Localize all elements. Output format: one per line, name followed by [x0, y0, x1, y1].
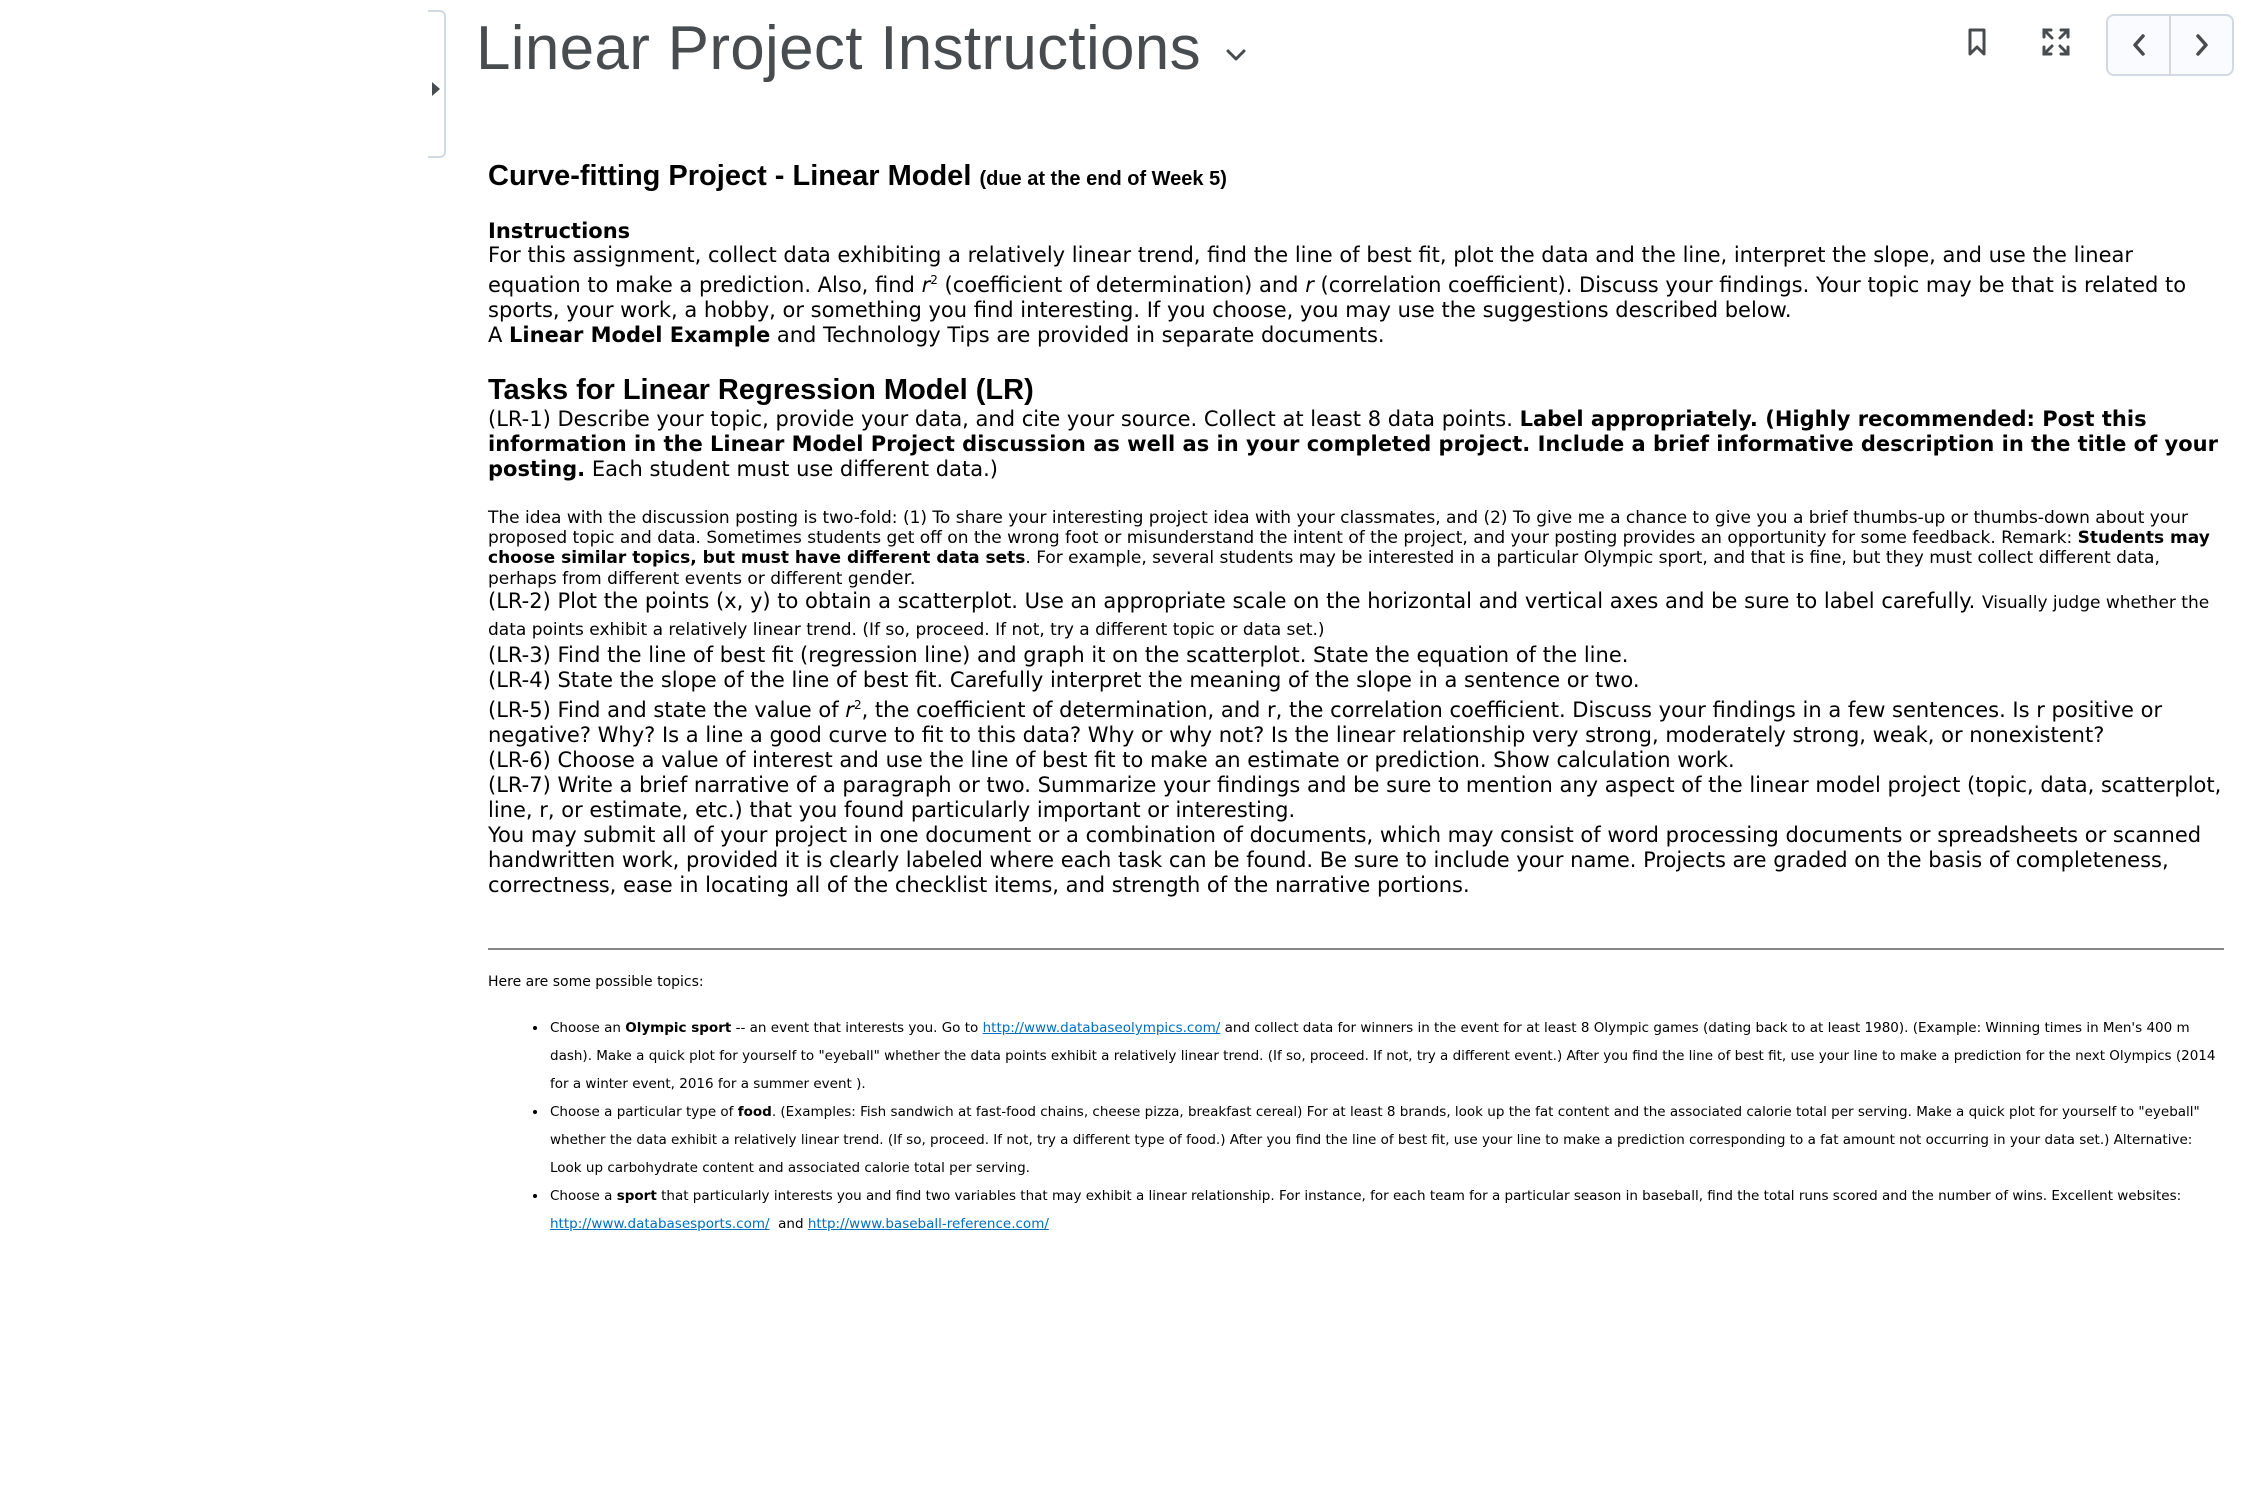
- page-title-bar: [476, 8, 1249, 88]
- lr5-text-a: (LR-5) Find and state the value of: [488, 698, 846, 722]
- chevron-left-icon: [2131, 33, 2147, 57]
- instructions-label: Instructions: [488, 219, 631, 243]
- t3-bold: sport: [616, 1188, 657, 1204]
- t3-text-a: Choose a: [550, 1188, 617, 1204]
- note-tail: der.: [879, 567, 916, 589]
- list-item: [548, 1098, 2228, 1182]
- lr5-text-b: , the coefficient of determination, and r, the correlation coefficient. Discuss your findings in a few sentences. Is r positive or negative? Why? Is a line a good curve to fit to this data? Why or why not? Is the linear relationship very strong, moderately strong, weak, or nonexistent?: [488, 698, 2163, 747]
- task-lr2: [488, 589, 2228, 643]
- task-lr1: [488, 407, 2228, 482]
- lr1-bold: Label appropriately. (Highly recommended: Post this information in the Linear Model Project discussion as well as in your completed project. Include a brief informative description in the title of your posting.: [488, 407, 2218, 481]
- t3-mid: and: [769, 1216, 808, 1232]
- lr2-small: Visually judge whether the data points exhibit a relatively linear trend. (If so, proceed. If not, try a different topic or data set.): [488, 593, 2210, 640]
- bookmark-button[interactable]: [1955, 20, 1999, 64]
- r-symbol: r: [845, 698, 854, 722]
- note-text: The idea with the discussion posting is two-fold: (1) To share your interesting project idea with your classmates, and (2) To give me a chance to give you a brief thumbs-up or thumbs-down about your proposed topic and data. Sometimes students get off on the wrong foot or misunderstand the intent of the project, and your posting provides an opportunity for some feedback. Remark:: [488, 508, 2188, 548]
- t1-text-c: and collect data for winners in the event for at least 8 Olympic games (dating back to at least 1980). (Example: Winning times in Men's 400 m dash). Make a quick plot for yourself to "eyeball" whether the data points exhibit a relatively linear trend. (If so, proceed. If not, try a different event.) After you find the line of best fit, use your line to make a prediction for the next Olympics (2014 for a winter event, 2016 for a summer event ).: [550, 1020, 2216, 1092]
- next-topic-button[interactable]: [2169, 16, 2232, 74]
- superscript: 2: [930, 273, 938, 287]
- task-lr5: [488, 693, 2228, 748]
- topics-list: [488, 1014, 2228, 1238]
- lr2-text: (LR-2) Plot the points (x, y) to obtain a scatterplot. Use an appropriate scale on the horizontal and vertical axes and be sure to label carefully.: [488, 589, 1982, 613]
- submission-paragraph: You may submit all of your project in one document or a combination of documents, which may consist of word processing documents or spreadsheets or scanned handwritten work, provided it is clearly labeled where each task can be found. Be sure to include your name. Projects are graded on the basis of completeness, correctness, ease in locating all of the checklist items, and strength of the narrative portions.: [488, 823, 2202, 897]
- note-end: . For example, several students may be interested in a particular Olympic sport, and that is fine, but they must collect different data, perhaps from different events or different gen: [488, 548, 2160, 589]
- document-content: [488, 160, 2228, 1238]
- sidebar-toggle-icon: [432, 82, 440, 96]
- note-bold: Students may choose similar topics, but must have different data sets: [488, 528, 2210, 568]
- t1-bold: Olympic sport: [625, 1020, 732, 1036]
- t2-bold: food: [737, 1104, 772, 1120]
- baseball-reference-link[interactable]: http://www.baseball-reference.com/: [807, 1216, 1049, 1232]
- intro-paragraph: [488, 243, 2228, 323]
- discussion-note: [488, 508, 2228, 589]
- task-lr6: (LR-6) Choose a value of interest and use the line of best fit to make an estimate or prediction. Show calculation work.: [488, 748, 1735, 772]
- example-text-a: A: [488, 323, 510, 347]
- tasks-heading: Tasks for Linear Regression Model (LR): [488, 374, 1034, 406]
- t1-text-a: Choose an: [550, 1020, 626, 1036]
- intro-text-2: (coefficient of determination) and: [937, 273, 1306, 297]
- intro-text-3: (correlation coefficient). Discuss your findings. Your topic may be that is related to sports, your work, a hobby, or something you find interesting. If you choose, you may use the suggestions described below.: [488, 273, 2187, 322]
- example-text-rest: and Technology Tips are provided in separate documents.: [770, 323, 1385, 347]
- previous-topic-button[interactable]: [2108, 16, 2169, 74]
- r-symbol: r: [1305, 273, 1314, 297]
- lr1-end: Each student must use different data.): [585, 457, 998, 481]
- intro-text-1: For this assignment, collect data exhibiting a relatively linear trend, find the line of best fit, plot the data and the line, interpret the slope, and use the linear equation to make a prediction. Also, find: [488, 243, 2134, 297]
- example-paragraph: [488, 323, 2228, 348]
- list-item: [548, 1014, 2228, 1098]
- t3-text-b: that particularly interests you and find two variables that may exhibit a linear relationship. For instance, for each team for a particular season in baseball, find the total runs scored and the number of wins. Excellent websites:: [656, 1188, 2182, 1204]
- bookmark-icon: [1966, 27, 1988, 57]
- example-bold: Linear Model Example: [509, 323, 771, 347]
- r-symbol: r: [921, 273, 931, 297]
- task-lr4: (LR-4) State the slope of the line of best fit. Carefully interpret the meaning of the slope in a sentence or two.: [488, 668, 1640, 692]
- lr1-text: (LR-1) Describe your topic, provide your data, and cite your source. Collect at least 8 data points.: [488, 407, 1520, 431]
- fullscreen-button[interactable]: [2034, 20, 2078, 64]
- t2-text-b: . (Examples: Fish sandwich at fast-food chains, cheese pizza, breakfast cereal) For at least 8 brands, look up the fat content and the associated calorie total per serving. Make a quick plot for yourself to "eyeball" whether the data exhibit a relatively linear trend. (If so, proceed. If not, try a different type of food.) After you find the line of best fit, use your line to make a prediction corresponding to a fat amount not occurring in your data set.) Alternative: Look up carbohydrate content and associated calorie total per serving.: [550, 1104, 2200, 1176]
- divider: [488, 948, 2224, 950]
- t1-text-b: -- an event that interests you. Go to: [731, 1020, 983, 1036]
- superscript: 2: [853, 698, 862, 712]
- list-item: [548, 1182, 2228, 1238]
- page-title: Linear Project Instructions: [476, 13, 1201, 83]
- chevron-right-icon: [2194, 33, 2210, 57]
- sidebar-toggle[interactable]: [428, 10, 446, 158]
- topic-navigation: [2106, 14, 2234, 76]
- topics-intro: Here are some possible topics:: [488, 974, 704, 990]
- fullscreen-icon: [2041, 27, 2071, 57]
- due-date: (due at the end of Week 5): [979, 168, 1227, 190]
- task-lr7: (LR-7) Write a brief narrative of a paragraph or two. Summarize your findings and be sure to mention any aspect of the linear model project (topic, data, scatterplot, line, r, or estimate, etc.) that you found particularly important or interesting.: [488, 773, 2222, 822]
- chevron-down-icon[interactable]: [1223, 42, 1249, 68]
- databaseolympics-link[interactable]: http://www.databaseolympics.com/: [982, 1020, 1221, 1036]
- task-lr3: (LR-3) Find the line of best fit (regression line) and graph it on the scatterplot. State the equation of the line.: [488, 643, 1629, 667]
- t2-text-a: Choose a particular type of: [550, 1104, 738, 1120]
- document-heading: [488, 160, 2228, 193]
- databasesports-link[interactable]: http://www.databasesports.com/: [550, 1216, 770, 1232]
- heading-text: Curve-fitting Project - Linear Model: [488, 160, 972, 192]
